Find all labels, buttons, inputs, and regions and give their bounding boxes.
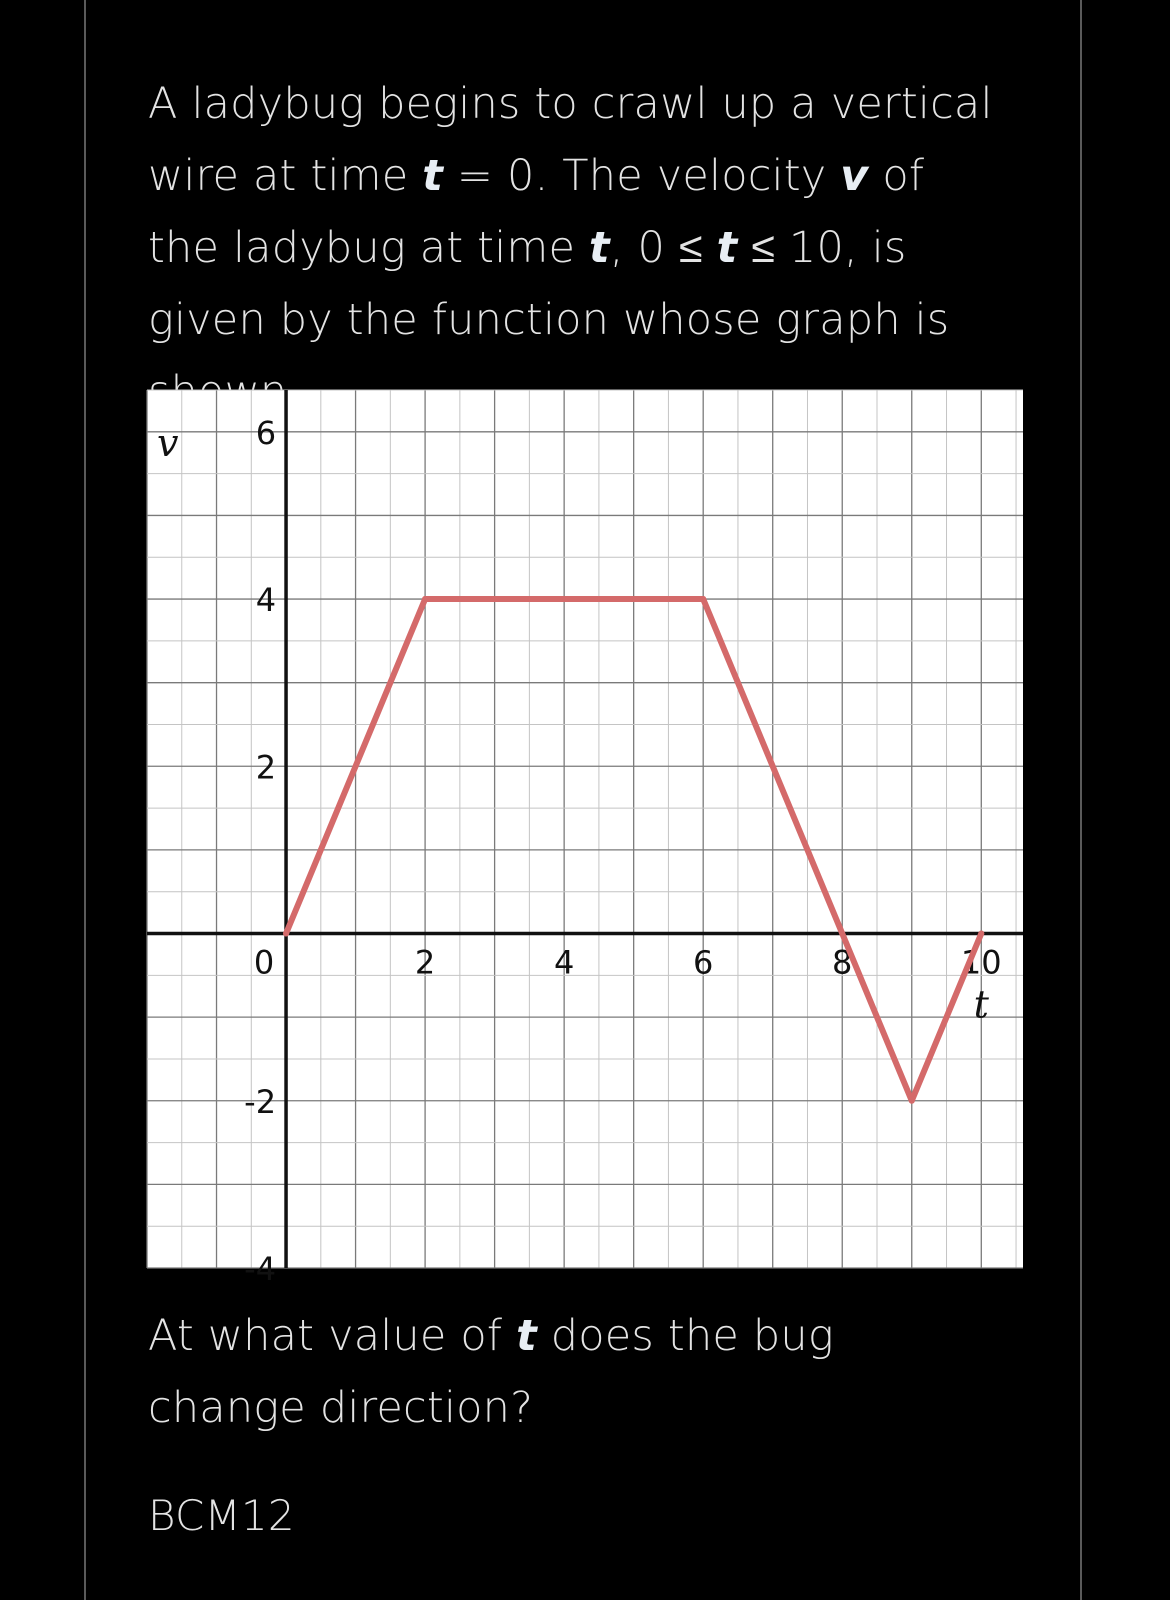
x-tick-label: 10 [960,943,1002,982]
plot-background [147,390,1023,1268]
data-point [839,931,845,937]
velocity-graph [147,390,1023,1288]
data-point [422,596,428,602]
text-segment: does the bug change direction? [148,1311,834,1433]
x-axis-label: t [973,982,989,1027]
y-axis-label: v [157,421,179,465]
y-tick-label: -2 [244,1082,277,1121]
text-segment: of the ladybug at time [148,151,925,273]
data-point [909,1098,915,1104]
y-tick-label: 2 [255,748,277,787]
data-point [978,931,984,937]
variable-text: t [422,151,444,201]
variable-text: t [516,1311,537,1361]
problem-statement [148,68,998,428]
variable-text: t [716,223,738,273]
problem-code: BCM12 [148,1491,295,1540]
text-segment: , 0 ≤ [609,223,717,273]
data-point [700,596,706,602]
question-text [148,1300,998,1444]
variable-text: t [589,223,610,273]
variable-text: v [840,151,869,201]
text-segment: A ladybug begins to crawl up a vertical wire at time [148,79,993,201]
x-tick-label: 2 [414,943,436,982]
x-tick-label: 6 [693,943,714,982]
text-segment: ≤ 10, is given by the function whose graph is [148,223,950,345]
x-tick-label: 0 [253,943,275,982]
x-tick-label: 4 [553,943,575,982]
text-segment: At what value of [148,1311,517,1361]
data-point [283,931,289,937]
y-tick-label: 4 [255,581,277,620]
y-tick-label: -4 [244,1250,277,1288]
text-segment: = 0. The velocity [443,151,841,201]
y-tick-label: 6 [255,413,277,452]
x-tick-label: 8 [832,943,853,982]
